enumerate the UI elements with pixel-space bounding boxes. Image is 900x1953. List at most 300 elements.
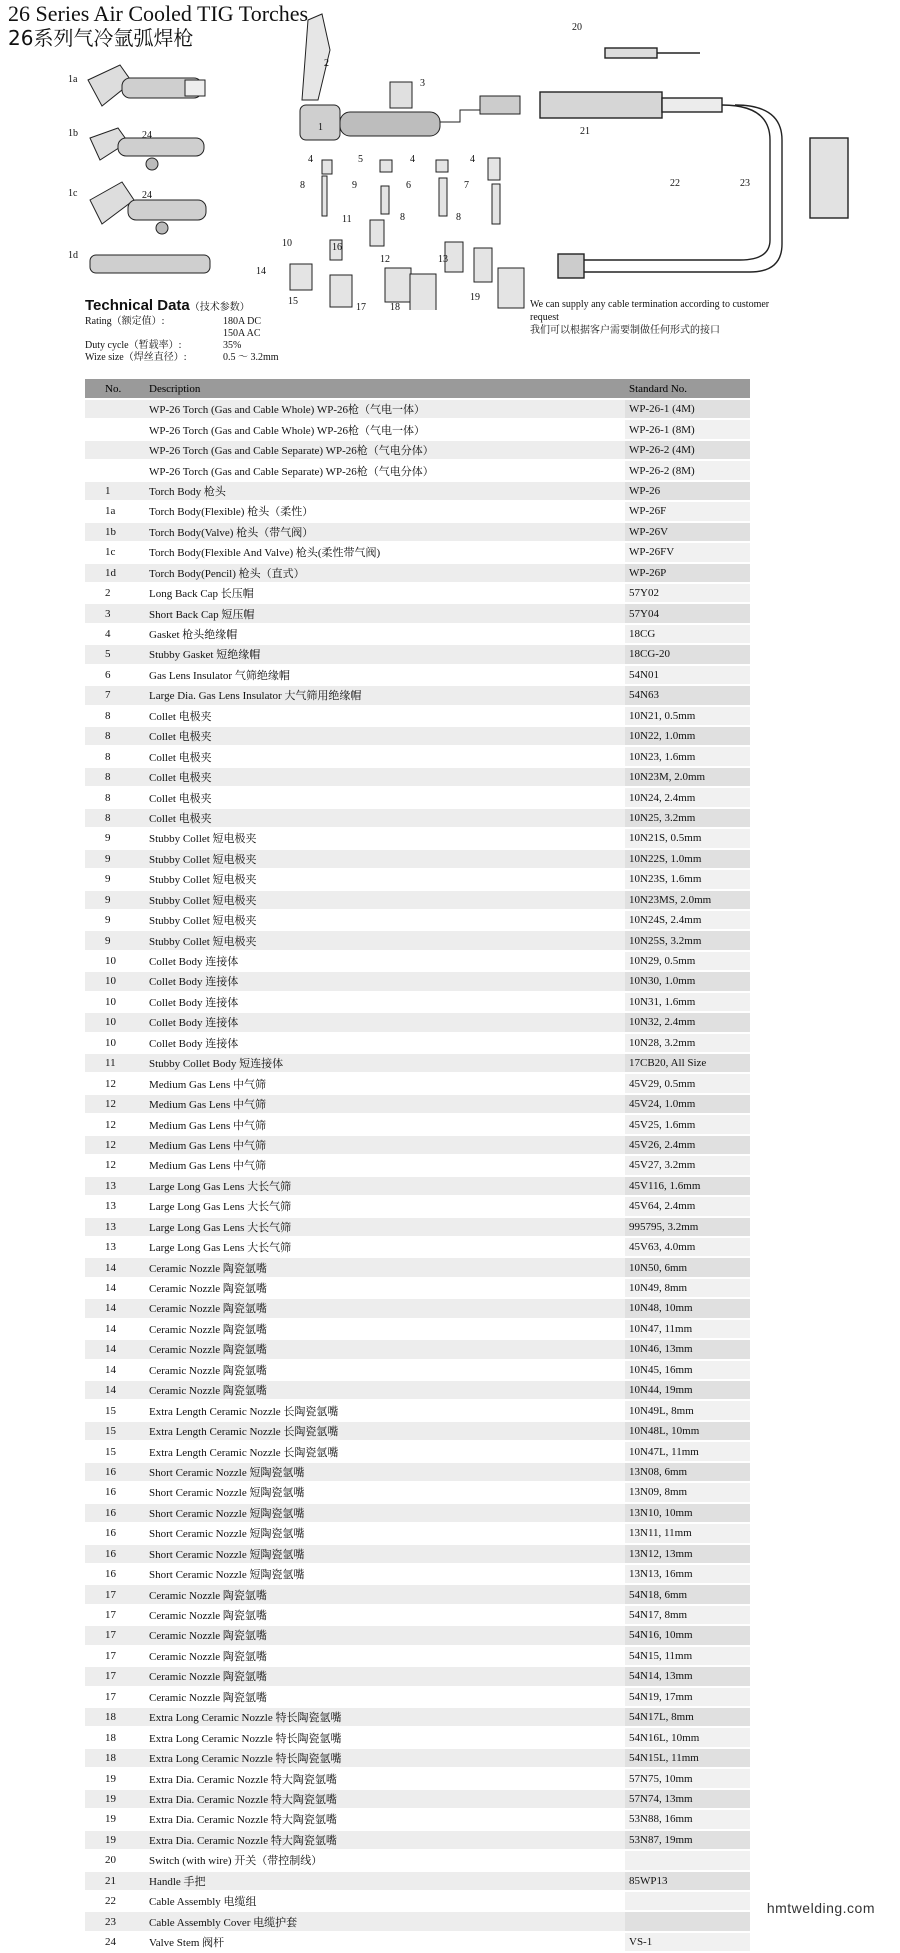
table-row: [85, 1768, 750, 1788]
description-cell: Ceramic Nozzle 陶瓷氩嘴: [145, 1278, 625, 1298]
table-row: [85, 563, 750, 583]
description-cell: Collet 电极夹: [145, 808, 625, 828]
description-cell: WP-26 Torch (Gas and Cable Whole) WP-26枪（气电一体）: [145, 419, 625, 439]
standard-no-cell: 45V26, 2.4mm: [625, 1135, 750, 1155]
description-cell: Torch Body(Pencil) 枪头（直式）: [145, 563, 625, 583]
table-row: [85, 787, 750, 807]
part-number-cell: [85, 440, 145, 460]
description-cell: Short Back Cap 短压帽: [145, 603, 625, 623]
standard-no-cell: 45V27, 3.2mm: [625, 1155, 750, 1175]
parts-table-header: [85, 379, 750, 399]
standard-no-cell: 10N49, 8mm: [625, 1278, 750, 1298]
standard-no-cell: 10N48, 10mm: [625, 1298, 750, 1318]
standard-no-cell: 10N21, 0.5mm: [625, 706, 750, 726]
column-header-standard-no: Standard No.: [625, 379, 750, 399]
table-row: [85, 440, 750, 460]
description-cell: Ceramic Nozzle 陶瓷氩嘴: [145, 1666, 625, 1686]
description-cell: Extra Length Ceramic Nozzle 长陶瓷氩嘴: [145, 1400, 625, 1420]
table-row: [85, 644, 750, 664]
standard-no-cell: 10N50, 6mm: [625, 1257, 750, 1277]
rating-label: Rating（额定值）:: [85, 316, 165, 327]
table-row: [85, 1257, 750, 1277]
table-row: [85, 542, 750, 562]
description-cell: Extra Length Ceramic Nozzle 长陶瓷氩嘴: [145, 1421, 625, 1441]
part-number-cell: 1c: [85, 542, 145, 562]
table-row: [85, 1830, 750, 1850]
callout-4: 4: [308, 154, 313, 165]
table-row: [85, 1911, 750, 1931]
table-row: [85, 624, 750, 644]
standard-no-cell: 54N17, 8mm: [625, 1605, 750, 1625]
standard-no-cell: [625, 1850, 750, 1870]
part-number-cell: 9: [85, 828, 145, 848]
standard-no-cell: VS-1: [625, 1932, 750, 1952]
standard-no-cell: 18CG: [625, 624, 750, 644]
standard-no-cell: 54N01: [625, 665, 750, 685]
standard-no-cell: 10N28, 3.2mm: [625, 1033, 750, 1053]
part-number-cell: 4: [85, 624, 145, 644]
standard-no-cell: 45V25, 1.6mm: [625, 1114, 750, 1134]
table-row: [85, 1503, 750, 1523]
callout-8: 8: [400, 212, 405, 223]
standard-no-cell: 45V64, 2.4mm: [625, 1196, 750, 1216]
callout-13: 13: [438, 254, 448, 265]
description-cell: Torch Body 枪头: [145, 481, 625, 501]
table-row: [85, 1114, 750, 1134]
part-number-cell: 15: [85, 1421, 145, 1441]
standard-no-cell: 45V29, 0.5mm: [625, 1073, 750, 1093]
description-cell: Collet Body 连接体: [145, 951, 625, 971]
standard-no-cell: 10N29, 0.5mm: [625, 951, 750, 971]
description-cell: Short Ceramic Nozzle 短陶瓷氩嘴: [145, 1503, 625, 1523]
description-cell: WP-26 Torch (Gas and Cable Whole) WP-26枪（气电一体）: [145, 399, 625, 419]
standard-no-cell: 13N11, 11mm: [625, 1523, 750, 1543]
part-number-cell: 10: [85, 1012, 145, 1032]
table-row: [85, 930, 750, 950]
table-row: [85, 1380, 750, 1400]
description-cell: Stubby Collet 短电极夹: [145, 849, 625, 869]
part-number-cell: 13: [85, 1176, 145, 1196]
table-row: [85, 1748, 750, 1768]
rating-row: [85, 316, 345, 328]
standard-no-cell: 10N48L, 10mm: [625, 1421, 750, 1441]
part-number-cell: 19: [85, 1830, 145, 1850]
part-number-cell: 13: [85, 1196, 145, 1216]
description-cell: Large Long Gas Lens 大长气筛: [145, 1196, 625, 1216]
table-row: [85, 910, 750, 930]
description-cell: Short Ceramic Nozzle 短陶瓷氩嘴: [145, 1523, 625, 1543]
callout-1a: 1a: [68, 74, 78, 85]
part-number-cell: 23: [85, 1911, 145, 1931]
callout-22: 22: [670, 178, 680, 189]
part-number-cell: 9: [85, 869, 145, 889]
description-cell: Short Ceramic Nozzle 短陶瓷氩嘴: [145, 1544, 625, 1564]
standard-no-cell: 57Y04: [625, 603, 750, 623]
standard-no-cell: 10N23MS, 2.0mm: [625, 890, 750, 910]
description-cell: Ceramic Nozzle 陶瓷氩嘴: [145, 1257, 625, 1277]
callout-1d: 1d: [68, 250, 78, 261]
table-row: [85, 706, 750, 726]
part-number-cell: 17: [85, 1666, 145, 1686]
table-row: [85, 583, 750, 603]
standard-no-cell: 10N25S, 3.2mm: [625, 930, 750, 950]
callout-1c: 1c: [68, 188, 78, 199]
callout-17: 17: [356, 302, 366, 310]
description-cell: Collet 电极夹: [145, 746, 625, 766]
standard-no-cell: 45V24, 1.0mm: [625, 1094, 750, 1114]
table-row: [85, 828, 750, 848]
table-row: [85, 1155, 750, 1175]
callout-18: 18: [390, 302, 400, 310]
part-number-cell: 10: [85, 951, 145, 971]
description-cell: Torch Body(Flexible) 枪头（柔性）: [145, 501, 625, 521]
standard-no-cell: 54N18, 6mm: [625, 1584, 750, 1604]
table-row: [85, 767, 750, 787]
callout-20: 20: [572, 22, 582, 33]
part-number-cell: 6: [85, 665, 145, 685]
table-row: [85, 1176, 750, 1196]
description-cell: Medium Gas Lens 中气筛: [145, 1094, 625, 1114]
part-number-cell: 8: [85, 808, 145, 828]
part-number-cell: 9: [85, 890, 145, 910]
part-number-cell: 17: [85, 1584, 145, 1604]
table-row: [85, 419, 750, 439]
part-number-cell: 14: [85, 1380, 145, 1400]
callout-9: 9: [352, 180, 357, 191]
table-row: [85, 951, 750, 971]
description-cell: Extra Dia. Ceramic Nozzle 特大陶瓷氩嘴: [145, 1789, 625, 1809]
description-cell: Ceramic Nozzle 陶瓷氩嘴: [145, 1584, 625, 1604]
wire-size-value: 0.5 ～ 3.2mm: [223, 352, 279, 363]
description-cell: Large Long Gas Lens 大长气筛: [145, 1217, 625, 1237]
table-row: [85, 1339, 750, 1359]
part-number-cell: 18: [85, 1748, 145, 1768]
table-row: [85, 1462, 750, 1482]
part-number-cell: 9: [85, 849, 145, 869]
part-number-cell: 5: [85, 644, 145, 664]
part-number-cell: 16: [85, 1503, 145, 1523]
page-title: 26 Series Air Cooled TIG Torches: [8, 1, 309, 26]
standard-no-cell: 10N22, 1.0mm: [625, 726, 750, 746]
table-row: [85, 1217, 750, 1237]
description-cell: Medium Gas Lens 中气筛: [145, 1073, 625, 1093]
cable-note-cn: 我们可以根据客户需要制做任何形式的接口: [530, 325, 720, 336]
standard-no-cell: 54N16, 10mm: [625, 1625, 750, 1645]
technical-data-heading: [85, 298, 345, 316]
table-row: [85, 1033, 750, 1053]
description-cell: WP-26 Torch (Gas and Cable Separate) WP-26枪（气电分体）: [145, 460, 625, 480]
callout-24: 24: [142, 190, 152, 201]
table-row: [85, 1727, 750, 1747]
part-number-cell: 1b: [85, 522, 145, 542]
description-cell: Large Long Gas Lens 大长气筛: [145, 1176, 625, 1196]
part-number-cell: [85, 460, 145, 480]
standard-no-cell: WP-26F: [625, 501, 750, 521]
table-row: [85, 1544, 750, 1564]
part-number-cell: 1: [85, 481, 145, 501]
description-cell: Stubby Gasket 短绝缘帽: [145, 644, 625, 664]
description-cell: Gas Lens Insulator 气筛绝缘帽: [145, 665, 625, 685]
description-cell: Handle 手把: [145, 1871, 625, 1891]
part-number-cell: 10: [85, 992, 145, 1012]
description-cell: Ceramic Nozzle 陶瓷氩嘴: [145, 1319, 625, 1339]
part-number-cell: 1d: [85, 563, 145, 583]
description-cell: Short Ceramic Nozzle 短陶瓷氩嘴: [145, 1564, 625, 1584]
table-row: [85, 665, 750, 685]
description-cell: Extra Dia. Ceramic Nozzle 特大陶瓷氩嘴: [145, 1768, 625, 1788]
table-row: [85, 603, 750, 623]
description-cell: Collet 电极夹: [145, 726, 625, 746]
description-cell: Collet Body 连接体: [145, 1033, 625, 1053]
description-cell: Large Long Gas Lens 大长气筛: [145, 1237, 625, 1257]
standard-no-cell: 13N12, 13mm: [625, 1544, 750, 1564]
standard-no-cell: 10N32, 2.4mm: [625, 1012, 750, 1032]
description-cell: Extra Dia. Ceramic Nozzle 特大陶瓷氩嘴: [145, 1830, 625, 1850]
description-cell: Medium Gas Lens 中气筛: [145, 1114, 625, 1134]
standard-no-cell: 54N14, 13mm: [625, 1666, 750, 1686]
table-row: [85, 1053, 750, 1073]
part-number-cell: 22: [85, 1891, 145, 1911]
torch-variant-1d-drawing: [90, 255, 210, 273]
part-number-cell: 2: [85, 583, 145, 603]
column-header-description: Description: [145, 379, 625, 399]
standard-no-cell: 17CB20, All Size: [625, 1053, 750, 1073]
standard-no-cell: 45V116, 1.6mm: [625, 1176, 750, 1196]
standard-no-cell: 13N08, 6mm: [625, 1462, 750, 1482]
description-cell: Ceramic Nozzle 陶瓷氩嘴: [145, 1687, 625, 1707]
standard-no-cell: 45V63, 4.0mm: [625, 1237, 750, 1257]
standard-no-cell: 10N23M, 2.0mm: [625, 767, 750, 787]
part-number-cell: 16: [85, 1544, 145, 1564]
table-row: [85, 1237, 750, 1257]
description-cell: Extra Long Ceramic Nozzle 特长陶瓷氩嘴: [145, 1707, 625, 1727]
part-number-cell: 13: [85, 1237, 145, 1257]
description-cell: Extra Long Ceramic Nozzle 特长陶瓷氩嘴: [145, 1727, 625, 1747]
standard-no-cell: 13N09, 8mm: [625, 1482, 750, 1502]
standard-no-cell: 10N30, 1.0mm: [625, 971, 750, 991]
description-cell: Stubby Collet 短电极夹: [145, 828, 625, 848]
description-cell: Stubby Collet Body 短连接体: [145, 1053, 625, 1073]
part-number-cell: 15: [85, 1400, 145, 1420]
description-cell: Large Dia. Gas Lens Insulator 大气筛用绝缘帽: [145, 685, 625, 705]
table-row: [85, 1891, 750, 1911]
standard-no-cell: 85WP13: [625, 1871, 750, 1891]
part-number-cell: 19: [85, 1768, 145, 1788]
table-row: [85, 1850, 750, 1870]
description-cell: Gasket 枪头绝缘帽: [145, 624, 625, 644]
description-cell: Valve Stem 阀杆: [145, 1932, 625, 1952]
standard-no-cell: 10N31, 1.6mm: [625, 992, 750, 1012]
part-number-cell: 12: [85, 1135, 145, 1155]
part-number-cell: 9: [85, 910, 145, 930]
standard-no-cell: 10N23, 1.6mm: [625, 746, 750, 766]
standard-no-cell: [625, 1891, 750, 1911]
standard-no-cell: 995795, 3.2mm: [625, 1217, 750, 1237]
description-cell: Extra Length Ceramic Nozzle 长陶瓷氩嘴: [145, 1441, 625, 1461]
cable-termination-note: [530, 298, 770, 337]
table-row: [85, 1441, 750, 1461]
standard-no-cell: 10N24, 2.4mm: [625, 787, 750, 807]
standard-no-cell: 54N19, 17mm: [625, 1687, 750, 1707]
table-row: [85, 1625, 750, 1645]
description-cell: Cable Assembly Cover 电缆护套: [145, 1911, 625, 1931]
torch-variant-1a-drawing: [88, 65, 205, 106]
table-row: [85, 1809, 750, 1829]
table-row: [85, 808, 750, 828]
description-cell: Collet 电极夹: [145, 767, 625, 787]
standard-no-cell: 54N15L, 11mm: [625, 1748, 750, 1768]
description-cell: Stubby Collet 短电极夹: [145, 910, 625, 930]
description-cell: Torch Body(Valve) 枪头（带气阀）: [145, 522, 625, 542]
description-cell: Collet Body 连接体: [145, 992, 625, 1012]
part-number-cell: 17: [85, 1646, 145, 1666]
standard-no-cell: 10N22S, 1.0mm: [625, 849, 750, 869]
parts-table: [85, 379, 750, 1953]
part-number-cell: 8: [85, 767, 145, 787]
callout-8: 8: [456, 212, 461, 223]
callout-7: 7: [464, 180, 469, 191]
callout-10: 10: [282, 238, 292, 249]
callout-21: 21: [580, 126, 590, 137]
rating-ac-row: [85, 328, 345, 340]
column-header-no: No.: [85, 379, 145, 399]
cable-assembly-drawing: [540, 48, 848, 278]
table-row: [85, 890, 750, 910]
table-row: [85, 501, 750, 521]
standard-no-cell: 53N88, 16mm: [625, 1809, 750, 1829]
wire-size-label: Wize size（焊丝直径）:: [85, 352, 187, 363]
table-row: [85, 1646, 750, 1666]
part-number-cell: 16: [85, 1462, 145, 1482]
description-cell: Collet Body 连接体: [145, 971, 625, 991]
callout-11: 11: [342, 214, 352, 225]
table-row: [85, 992, 750, 1012]
description-cell: Collet Body 连接体: [145, 1012, 625, 1032]
rating-dc-value: 180A DC: [223, 316, 262, 327]
table-row: [85, 1564, 750, 1584]
part-number-cell: 18: [85, 1707, 145, 1727]
part-number-cell: 17: [85, 1605, 145, 1625]
standard-no-cell: WP-26: [625, 481, 750, 501]
table-row: [85, 1360, 750, 1380]
part-number-cell: 8: [85, 706, 145, 726]
description-cell: Stubby Collet 短电极夹: [145, 930, 625, 950]
part-number-cell: 8: [85, 746, 145, 766]
callout-2: 2: [324, 58, 329, 69]
part-number-cell: 12: [85, 1155, 145, 1175]
table-row: [85, 399, 750, 419]
parts-table-body: [85, 399, 750, 1952]
table-row: [85, 971, 750, 991]
part-number-cell: 15: [85, 1441, 145, 1461]
part-number-cell: 14: [85, 1257, 145, 1277]
table-row: [85, 1932, 750, 1952]
table-row: [85, 1196, 750, 1216]
main-torch-drawing: [300, 14, 520, 140]
description-cell: Ceramic Nozzle 陶瓷氩嘴: [145, 1625, 625, 1645]
part-number-cell: 16: [85, 1564, 145, 1584]
standard-no-cell: 10N49L, 8mm: [625, 1400, 750, 1420]
standard-no-cell: 54N63: [625, 685, 750, 705]
wire-size-row: [85, 352, 345, 364]
description-cell: Long Back Cap 长压帽: [145, 583, 625, 603]
callout-1: 1: [318, 122, 323, 133]
table-row: [85, 1605, 750, 1625]
callout-14: 14: [256, 266, 266, 277]
part-number-cell: 7: [85, 685, 145, 705]
description-cell: WP-26 Torch (Gas and Cable Separate) WP-26枪（气电分体）: [145, 440, 625, 460]
standard-no-cell: [625, 1911, 750, 1931]
description-cell: Switch (with wire) 开关（带控制线）: [145, 1850, 625, 1870]
description-cell: Ceramic Nozzle 陶瓷氩嘴: [145, 1339, 625, 1359]
table-row: [85, 1687, 750, 1707]
callout-19: 19: [470, 292, 480, 303]
table-row: [85, 685, 750, 705]
standard-no-cell: 10N47L, 11mm: [625, 1441, 750, 1461]
standard-no-cell: 10N21S, 0.5mm: [625, 828, 750, 848]
standard-no-cell: 57Y02: [625, 583, 750, 603]
description-cell: Collet 电极夹: [145, 706, 625, 726]
part-number-cell: 12: [85, 1114, 145, 1134]
part-number-cell: 17: [85, 1687, 145, 1707]
callout-3: 3: [420, 78, 425, 89]
standard-no-cell: 10N46, 13mm: [625, 1339, 750, 1359]
description-cell: Cable Assembly 电缆组: [145, 1891, 625, 1911]
standard-no-cell: 10N23S, 1.6mm: [625, 869, 750, 889]
standard-no-cell: 54N15, 11mm: [625, 1646, 750, 1666]
table-row: [85, 460, 750, 480]
description-cell: Medium Gas Lens 中气筛: [145, 1155, 625, 1175]
table-row: [85, 1789, 750, 1809]
standard-no-cell: 10N24S, 2.4mm: [625, 910, 750, 930]
part-number-cell: 14: [85, 1360, 145, 1380]
part-number-cell: 12: [85, 1094, 145, 1114]
standard-no-cell: 57N74, 13mm: [625, 1789, 750, 1809]
part-number-cell: 1a: [85, 501, 145, 521]
standard-no-cell: 53N87, 19mm: [625, 1830, 750, 1850]
standard-no-cell: 13N13, 16mm: [625, 1564, 750, 1584]
table-row: [85, 1319, 750, 1339]
standard-no-cell: 57N75, 10mm: [625, 1768, 750, 1788]
description-cell: Ceramic Nozzle 陶瓷氩嘴: [145, 1360, 625, 1380]
part-number-cell: 14: [85, 1298, 145, 1318]
table-row: [85, 1278, 750, 1298]
standard-no-cell: WP-26P: [625, 563, 750, 583]
part-number-cell: 10: [85, 1033, 145, 1053]
callout-1b: 1b: [68, 128, 78, 139]
callout-12: 12: [380, 254, 390, 265]
standard-no-cell: WP-26-2 (4M): [625, 440, 750, 460]
part-number-cell: 9: [85, 930, 145, 950]
rating-ac-value: 150A AC: [223, 328, 261, 339]
duty-cycle-row: [85, 340, 345, 352]
table-row: [85, 481, 750, 501]
table-row: [85, 1523, 750, 1543]
table-row: [85, 1073, 750, 1093]
callout-15: 15: [288, 296, 298, 307]
part-number-cell: 14: [85, 1278, 145, 1298]
table-row: [85, 1666, 750, 1686]
callout-6: 6: [406, 180, 411, 191]
table-row: [85, 1400, 750, 1420]
callout-8: 8: [300, 180, 305, 191]
standard-no-cell: WP-26FV: [625, 542, 750, 562]
part-number-cell: 11: [85, 1053, 145, 1073]
description-cell: Collet 电极夹: [145, 787, 625, 807]
part-number-cell: 14: [85, 1319, 145, 1339]
table-row: [85, 1871, 750, 1891]
part-number-cell: 16: [85, 1523, 145, 1543]
